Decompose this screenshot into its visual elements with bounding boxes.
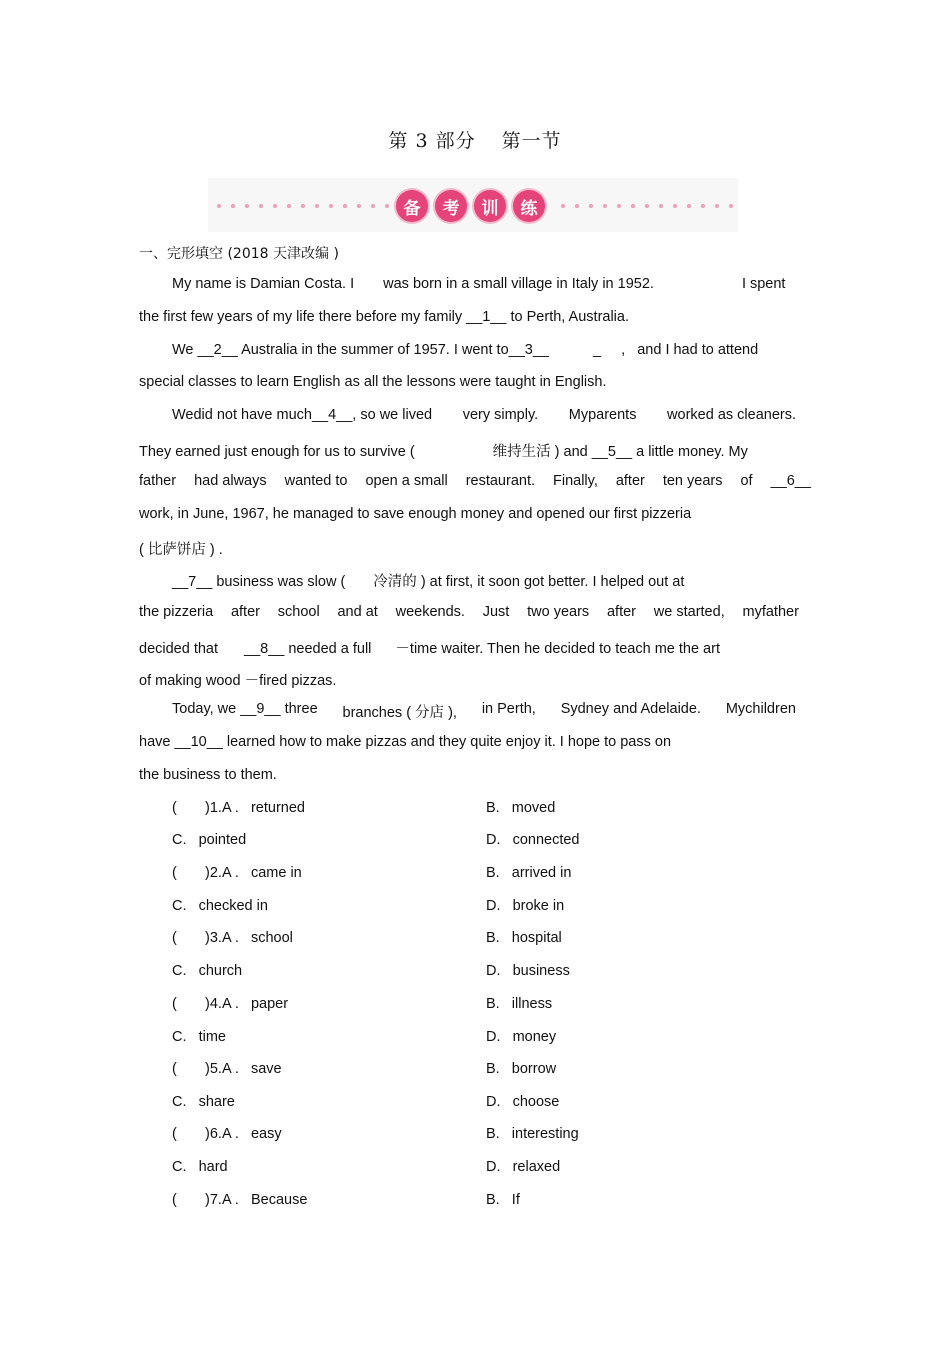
practice-banner — [208, 178, 738, 232]
passage-text: myfather — [742, 604, 799, 620]
question-1-c: C. pointed — [172, 832, 247, 848]
question-6-c: C. hard — [172, 1159, 228, 1175]
banner-badges — [396, 190, 545, 222]
passage-line — [172, 701, 796, 722]
passage-text: branches ( 分店 ), — [342, 705, 457, 721]
question-2-d: D. broke in — [486, 898, 565, 914]
question-4-a: ( )4.A . paper — [172, 996, 289, 1012]
question-3-d: D. business — [486, 963, 570, 979]
question-4-c: C. time — [172, 1029, 226, 1045]
passage-text: ten years — [662, 473, 723, 489]
passage-text: the pizzeria — [139, 604, 214, 620]
question-6-b: B. interesting — [486, 1126, 579, 1142]
passage-text: of — [740, 473, 753, 489]
passage-text: in Perth, — [481, 701, 536, 717]
question-3-b: B. hospital — [486, 930, 562, 946]
passage-line — [172, 276, 785, 292]
passage-text: They earned just enough for us to survive ( — [139, 444, 415, 460]
passage-line: special classes to learn English as all the lessons were taught in English. — [139, 374, 607, 390]
question-6-d: D. relaxed — [486, 1159, 561, 1175]
banner-char: 备 — [396, 190, 428, 222]
passage-text: after — [230, 604, 260, 620]
section-heading: 一、完形填空 (2018 天津改编 ) — [139, 246, 339, 262]
passage-text: Today, we __9__ three — [172, 701, 318, 717]
question-3-c: C. church — [172, 963, 243, 979]
passage-text: two years — [527, 604, 590, 620]
banner-char: 训 — [474, 190, 506, 222]
question-2-c: C. checked in — [172, 898, 268, 914]
question-1-b: B. moved — [486, 800, 556, 816]
question-5-c: C. share — [172, 1094, 235, 1110]
passage-text: __8__ needed a full — [244, 641, 372, 657]
passage-text: _ , — [592, 342, 626, 358]
passage-text: Sydney and Adelaide. — [560, 701, 701, 717]
passage-line — [139, 604, 799, 620]
passage-text: very simply. — [462, 407, 539, 423]
title-part: 第 3 部分 — [388, 130, 476, 152]
question-4-b: B. illness — [486, 996, 553, 1012]
passage-line: work, in June, 1967, he managed to save enough money and opened our first pizzeria — [139, 506, 692, 522]
question-6-a: ( )6.A . easy — [172, 1126, 282, 1142]
passage-text: decided that — [139, 641, 219, 657]
passage-text: and at — [337, 604, 378, 620]
passage-text: Just — [482, 604, 510, 620]
passage-text: father — [139, 473, 177, 489]
passage-text: －time waiter. Then he decided to teach me the art — [395, 641, 720, 657]
title-section: 第一节 — [501, 130, 562, 152]
passage-line — [139, 637, 720, 658]
question-1-d: D. connected — [486, 832, 580, 848]
question-7-a: ( )7.A . Because — [172, 1192, 308, 1208]
banner-char: 练 — [513, 190, 545, 222]
passage-line: have __10__ learned how to make pizzas and they quite enjoy it. I hope to pass on — [139, 734, 672, 750]
passage-text: We __2__ Australia in the summer of 1957. I went to__3__ — [172, 342, 549, 358]
banner-char: 考 — [435, 190, 467, 222]
passage-line — [172, 407, 796, 423]
question-7-b: B. If — [486, 1192, 520, 1208]
passage-text: Mychildren — [725, 701, 796, 717]
passage-text: after — [606, 604, 636, 620]
passage-line: the first few years of my life there before my family __1__ to Perth, Australia. — [139, 309, 629, 325]
question-5-b: B. borrow — [486, 1061, 557, 1077]
passage-text: we started, — [653, 604, 725, 620]
passage-text: and I had to attend — [637, 342, 759, 358]
passage-text: after — [615, 473, 645, 489]
passage-text: restaurant. — [465, 473, 536, 489]
passage-text: 冷清的 ) at first, it soon got better. I helped out at — [373, 574, 685, 590]
passage-line: the business to them. — [139, 767, 277, 783]
page-title — [0, 126, 950, 153]
passage-line: ( 比萨饼店 ) . — [139, 542, 223, 558]
question-2-a: ( )2.A . came in — [172, 865, 302, 881]
banner-dots-left — [212, 203, 394, 209]
passage-text: Myparents — [568, 407, 637, 423]
passage-line — [139, 440, 748, 461]
passage-text: school — [277, 604, 320, 620]
passage-text: worked as cleaners. — [667, 407, 796, 423]
passage-line — [172, 342, 758, 358]
question-1-a: ( )1.A . returned — [172, 800, 305, 816]
passage-text: __7__ business was slow ( — [172, 574, 346, 590]
passage-line — [172, 570, 684, 591]
passage-text: wanted to — [284, 473, 348, 489]
passage-text: 维持生活 ) and __5__ a little money. My — [492, 444, 748, 460]
passage-text: I spent — [741, 276, 786, 292]
question-5-d: D. choose — [486, 1094, 560, 1110]
question-2-b: B. arrived in — [486, 865, 572, 881]
passage-text: Finally, — [553, 473, 598, 489]
passage-text: weekends. — [395, 604, 465, 620]
banner-dots-right — [556, 203, 736, 209]
passage-text: __6__ — [770, 473, 811, 489]
passage-text: My name is Damian Costa. I — [172, 276, 355, 292]
question-5-a: ( )5.A . save — [172, 1061, 282, 1077]
passage-text: had always — [194, 473, 267, 489]
question-4-d: D. money — [486, 1029, 557, 1045]
passage-line — [139, 473, 811, 489]
passage-text: Wedid not have much__4__, so we lived — [172, 407, 433, 423]
passage-line: of making wood －fired pizzas. — [139, 673, 337, 689]
passage-text: was born in a small village in Italy in 1952. — [383, 276, 654, 292]
question-3-a: ( )3.A . school — [172, 930, 293, 946]
passage-text: open a small — [365, 473, 448, 489]
